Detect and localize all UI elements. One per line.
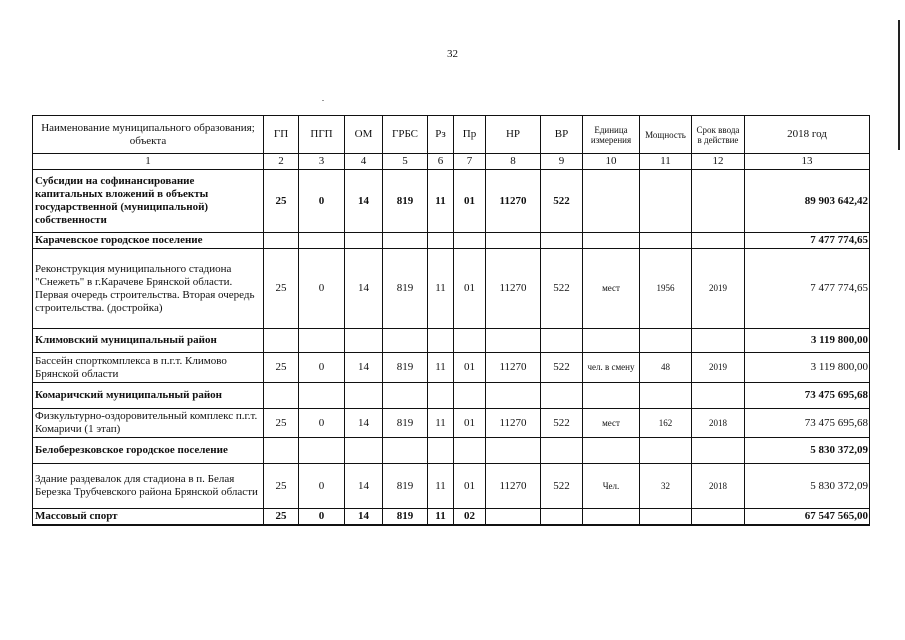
cell-gp: 25: [264, 353, 299, 383]
cell-nr: [486, 509, 541, 526]
cell-unit: Чел.: [583, 464, 640, 509]
cell-empty: [583, 233, 640, 249]
column-number: 12: [692, 154, 745, 170]
column-number: 5: [383, 154, 428, 170]
cell-rz: 11: [428, 170, 454, 233]
cell-name: Бассейн спорткомплекса в п.г.т. Климово Брянской области: [33, 353, 264, 383]
cell-gp: 25: [264, 249, 299, 329]
cell-deadline: [692, 509, 745, 526]
cell-grbs: 819: [383, 464, 428, 509]
cell-grbs: 819: [383, 249, 428, 329]
column-number: 4: [345, 154, 383, 170]
cell-om: 14: [345, 509, 383, 526]
header-deadline: Срок ввода в действие: [692, 116, 745, 154]
cell-deadline: 2018: [692, 409, 745, 438]
cell-pr: 01: [454, 464, 486, 509]
cell-ppgp: 0: [299, 509, 345, 526]
header-vr: ВР: [541, 116, 583, 154]
cell-name: Карачевское городское поселение: [33, 233, 264, 249]
cell-empty: [454, 383, 486, 409]
cell-pr: 01: [454, 170, 486, 233]
column-number: 9: [541, 154, 583, 170]
column-number: 7: [454, 154, 486, 170]
cell-empty: [692, 233, 745, 249]
cell-empty: [345, 383, 383, 409]
cell-empty: [454, 438, 486, 464]
cell-pr: 02: [454, 509, 486, 526]
cell-empty: [299, 233, 345, 249]
cell-empty: [640, 438, 692, 464]
cell-amount: 67 547 565,00: [745, 509, 870, 526]
header-row: [33, 116, 870, 154]
cell-empty: [299, 438, 345, 464]
cell-empty: [264, 383, 299, 409]
cell-amount: 3 119 800,00: [745, 329, 870, 353]
cell-gp: 25: [264, 464, 299, 509]
cell-empty: [486, 329, 541, 353]
cell-unit: чел. в смену: [583, 353, 640, 383]
cell-empty: [541, 233, 583, 249]
cell-empty: [486, 438, 541, 464]
header-year: 2018 год: [745, 116, 870, 154]
cell-name: Белоберезковское городское поселение: [33, 438, 264, 464]
cell-unit: [583, 170, 640, 233]
cell-unit: [583, 509, 640, 526]
cell-empty: [299, 383, 345, 409]
cell-empty: [583, 383, 640, 409]
cell-gp: 25: [264, 409, 299, 438]
cell-empty: [383, 438, 428, 464]
cell-unit: мест: [583, 409, 640, 438]
cell-capacity: 32: [640, 464, 692, 509]
cell-empty: [541, 383, 583, 409]
cell-vr: 522: [541, 353, 583, 383]
table-row-group: [33, 383, 870, 409]
column-number: 6: [428, 154, 454, 170]
cell-vr: [541, 509, 583, 526]
cell-empty: [264, 438, 299, 464]
header-om: ОМ: [345, 116, 383, 154]
cell-empty: [454, 233, 486, 249]
cell-empty: [640, 383, 692, 409]
cell-name: Физкультурно-оздоровительный комплекс п.г.т. Комаричи (1 этап): [33, 409, 264, 438]
cell-om: 14: [345, 353, 383, 383]
cell-amount: 3 119 800,00: [745, 353, 870, 383]
cell-nr: 11270: [486, 353, 541, 383]
cell-empty: [345, 329, 383, 353]
cell-empty: [640, 233, 692, 249]
table-row-object: [33, 353, 870, 383]
cell-empty: [583, 438, 640, 464]
column-number-row: [33, 154, 870, 170]
cell-empty: [383, 383, 428, 409]
cell-grbs: 819: [383, 509, 428, 526]
cell-name: Комаричский муниципальный район: [33, 383, 264, 409]
cell-rz: 11: [428, 353, 454, 383]
cell-vr: 522: [541, 464, 583, 509]
cell-empty: [692, 329, 745, 353]
cell-ppgp: 0: [299, 249, 345, 329]
cell-deadline: [692, 170, 745, 233]
cell-nr: 11270: [486, 170, 541, 233]
cell-nr: 11270: [486, 464, 541, 509]
cell-amount: 7 477 774,65: [745, 233, 870, 249]
cell-amount: 7 477 774,65: [745, 249, 870, 329]
cell-amount: 73 475 695,68: [745, 383, 870, 409]
cell-capacity: 1956: [640, 249, 692, 329]
header-rz: Рз: [428, 116, 454, 154]
cell-empty: [264, 329, 299, 353]
table-row-group: [33, 329, 870, 353]
cell-rz: 11: [428, 509, 454, 526]
cell-grbs: 819: [383, 170, 428, 233]
cell-gp: 25: [264, 509, 299, 526]
cell-name: Здание раздевалок для стадиона в п. Белая Березка Трубчевского района Брянской области: [33, 464, 264, 509]
cell-vr: 522: [541, 409, 583, 438]
header-nr: НР: [486, 116, 541, 154]
cell-empty: [299, 329, 345, 353]
cell-empty: [541, 438, 583, 464]
cell-empty: [692, 438, 745, 464]
cell-empty: [541, 329, 583, 353]
cell-empty: [345, 438, 383, 464]
cell-deadline: 2019: [692, 249, 745, 329]
cell-empty: [383, 329, 428, 353]
cell-deadline: 2019: [692, 353, 745, 383]
cell-om: 14: [345, 170, 383, 233]
cell-name: Субсидии на софинансирование капитальных вложений в объекты государственной (муниципальной) собственности: [33, 170, 264, 233]
cell-empty: [383, 233, 428, 249]
cell-empty: [640, 329, 692, 353]
cell-name: Климовский муниципальный район: [33, 329, 264, 353]
cell-empty: [454, 329, 486, 353]
cell-empty: [428, 329, 454, 353]
cell-rz: 11: [428, 409, 454, 438]
table-row-subsidy: [33, 170, 870, 233]
header-name: Наименование муниципального образования; объекта: [33, 116, 264, 154]
cell-empty: [486, 233, 541, 249]
cell-nr: 11270: [486, 249, 541, 329]
cell-empty: [345, 233, 383, 249]
header-unit: Единица измерения: [583, 116, 640, 154]
cell-amount: 73 475 695,68: [745, 409, 870, 438]
cell-amount: 89 903 642,42: [745, 170, 870, 233]
cell-empty: [428, 438, 454, 464]
column-number: 11: [640, 154, 692, 170]
cell-empty: [583, 329, 640, 353]
cell-capacity: 48: [640, 353, 692, 383]
table-row-object: [33, 464, 870, 509]
cell-gp: 25: [264, 170, 299, 233]
cell-empty: [428, 233, 454, 249]
table-row-object: [33, 409, 870, 438]
table-row-object: [33, 249, 870, 329]
column-number: 2: [264, 154, 299, 170]
table-row-section: [33, 509, 870, 526]
scan-speck: [322, 100, 324, 101]
cell-amount: 5 830 372,09: [745, 464, 870, 509]
cell-name: Массовый спорт: [33, 509, 264, 526]
column-number: 8: [486, 154, 541, 170]
cell-om: 14: [345, 464, 383, 509]
cell-capacity: 162: [640, 409, 692, 438]
page-edge-mark: [898, 20, 900, 150]
cell-ppgp: 0: [299, 464, 345, 509]
column-number: 3: [299, 154, 345, 170]
cell-vr: 522: [541, 249, 583, 329]
cell-nr: 11270: [486, 409, 541, 438]
cell-capacity: [640, 170, 692, 233]
header-pr: Пр: [454, 116, 486, 154]
cell-ppgp: 0: [299, 353, 345, 383]
cell-unit: мест: [583, 249, 640, 329]
cell-capacity: [640, 509, 692, 526]
cell-om: 14: [345, 409, 383, 438]
column-number: 13: [745, 154, 870, 170]
cell-name: Реконструкция муниципального стадиона "Снежеть" в г.Карачеве Брянской области. Первая очередь строительства. Вторая очередь строительства. (достройка): [33, 249, 264, 329]
page-number: 32: [447, 48, 458, 60]
cell-rz: 11: [428, 464, 454, 509]
cell-grbs: 819: [383, 409, 428, 438]
cell-rz: 11: [428, 249, 454, 329]
cell-pr: 01: [454, 353, 486, 383]
cell-deadline: 2018: [692, 464, 745, 509]
table-row-group: [33, 438, 870, 464]
cell-empty: [692, 383, 745, 409]
cell-grbs: 819: [383, 353, 428, 383]
budget-table: [32, 115, 870, 526]
cell-empty: [486, 383, 541, 409]
table-row-group: [33, 233, 870, 249]
header-grbs: ГРБС: [383, 116, 428, 154]
header-capacity: Мощность: [640, 116, 692, 154]
cell-pr: 01: [454, 249, 486, 329]
cell-ppgp: 0: [299, 170, 345, 233]
cell-om: 14: [345, 249, 383, 329]
column-number: 10: [583, 154, 640, 170]
cell-ppgp: 0: [299, 409, 345, 438]
column-number: 1: [33, 154, 264, 170]
cell-amount: 5 830 372,09: [745, 438, 870, 464]
cell-vr: 522: [541, 170, 583, 233]
header-ppgp: ПГП: [299, 116, 345, 154]
cell-empty: [264, 233, 299, 249]
cell-pr: 01: [454, 409, 486, 438]
header-gp: ГП: [264, 116, 299, 154]
cell-empty: [428, 383, 454, 409]
